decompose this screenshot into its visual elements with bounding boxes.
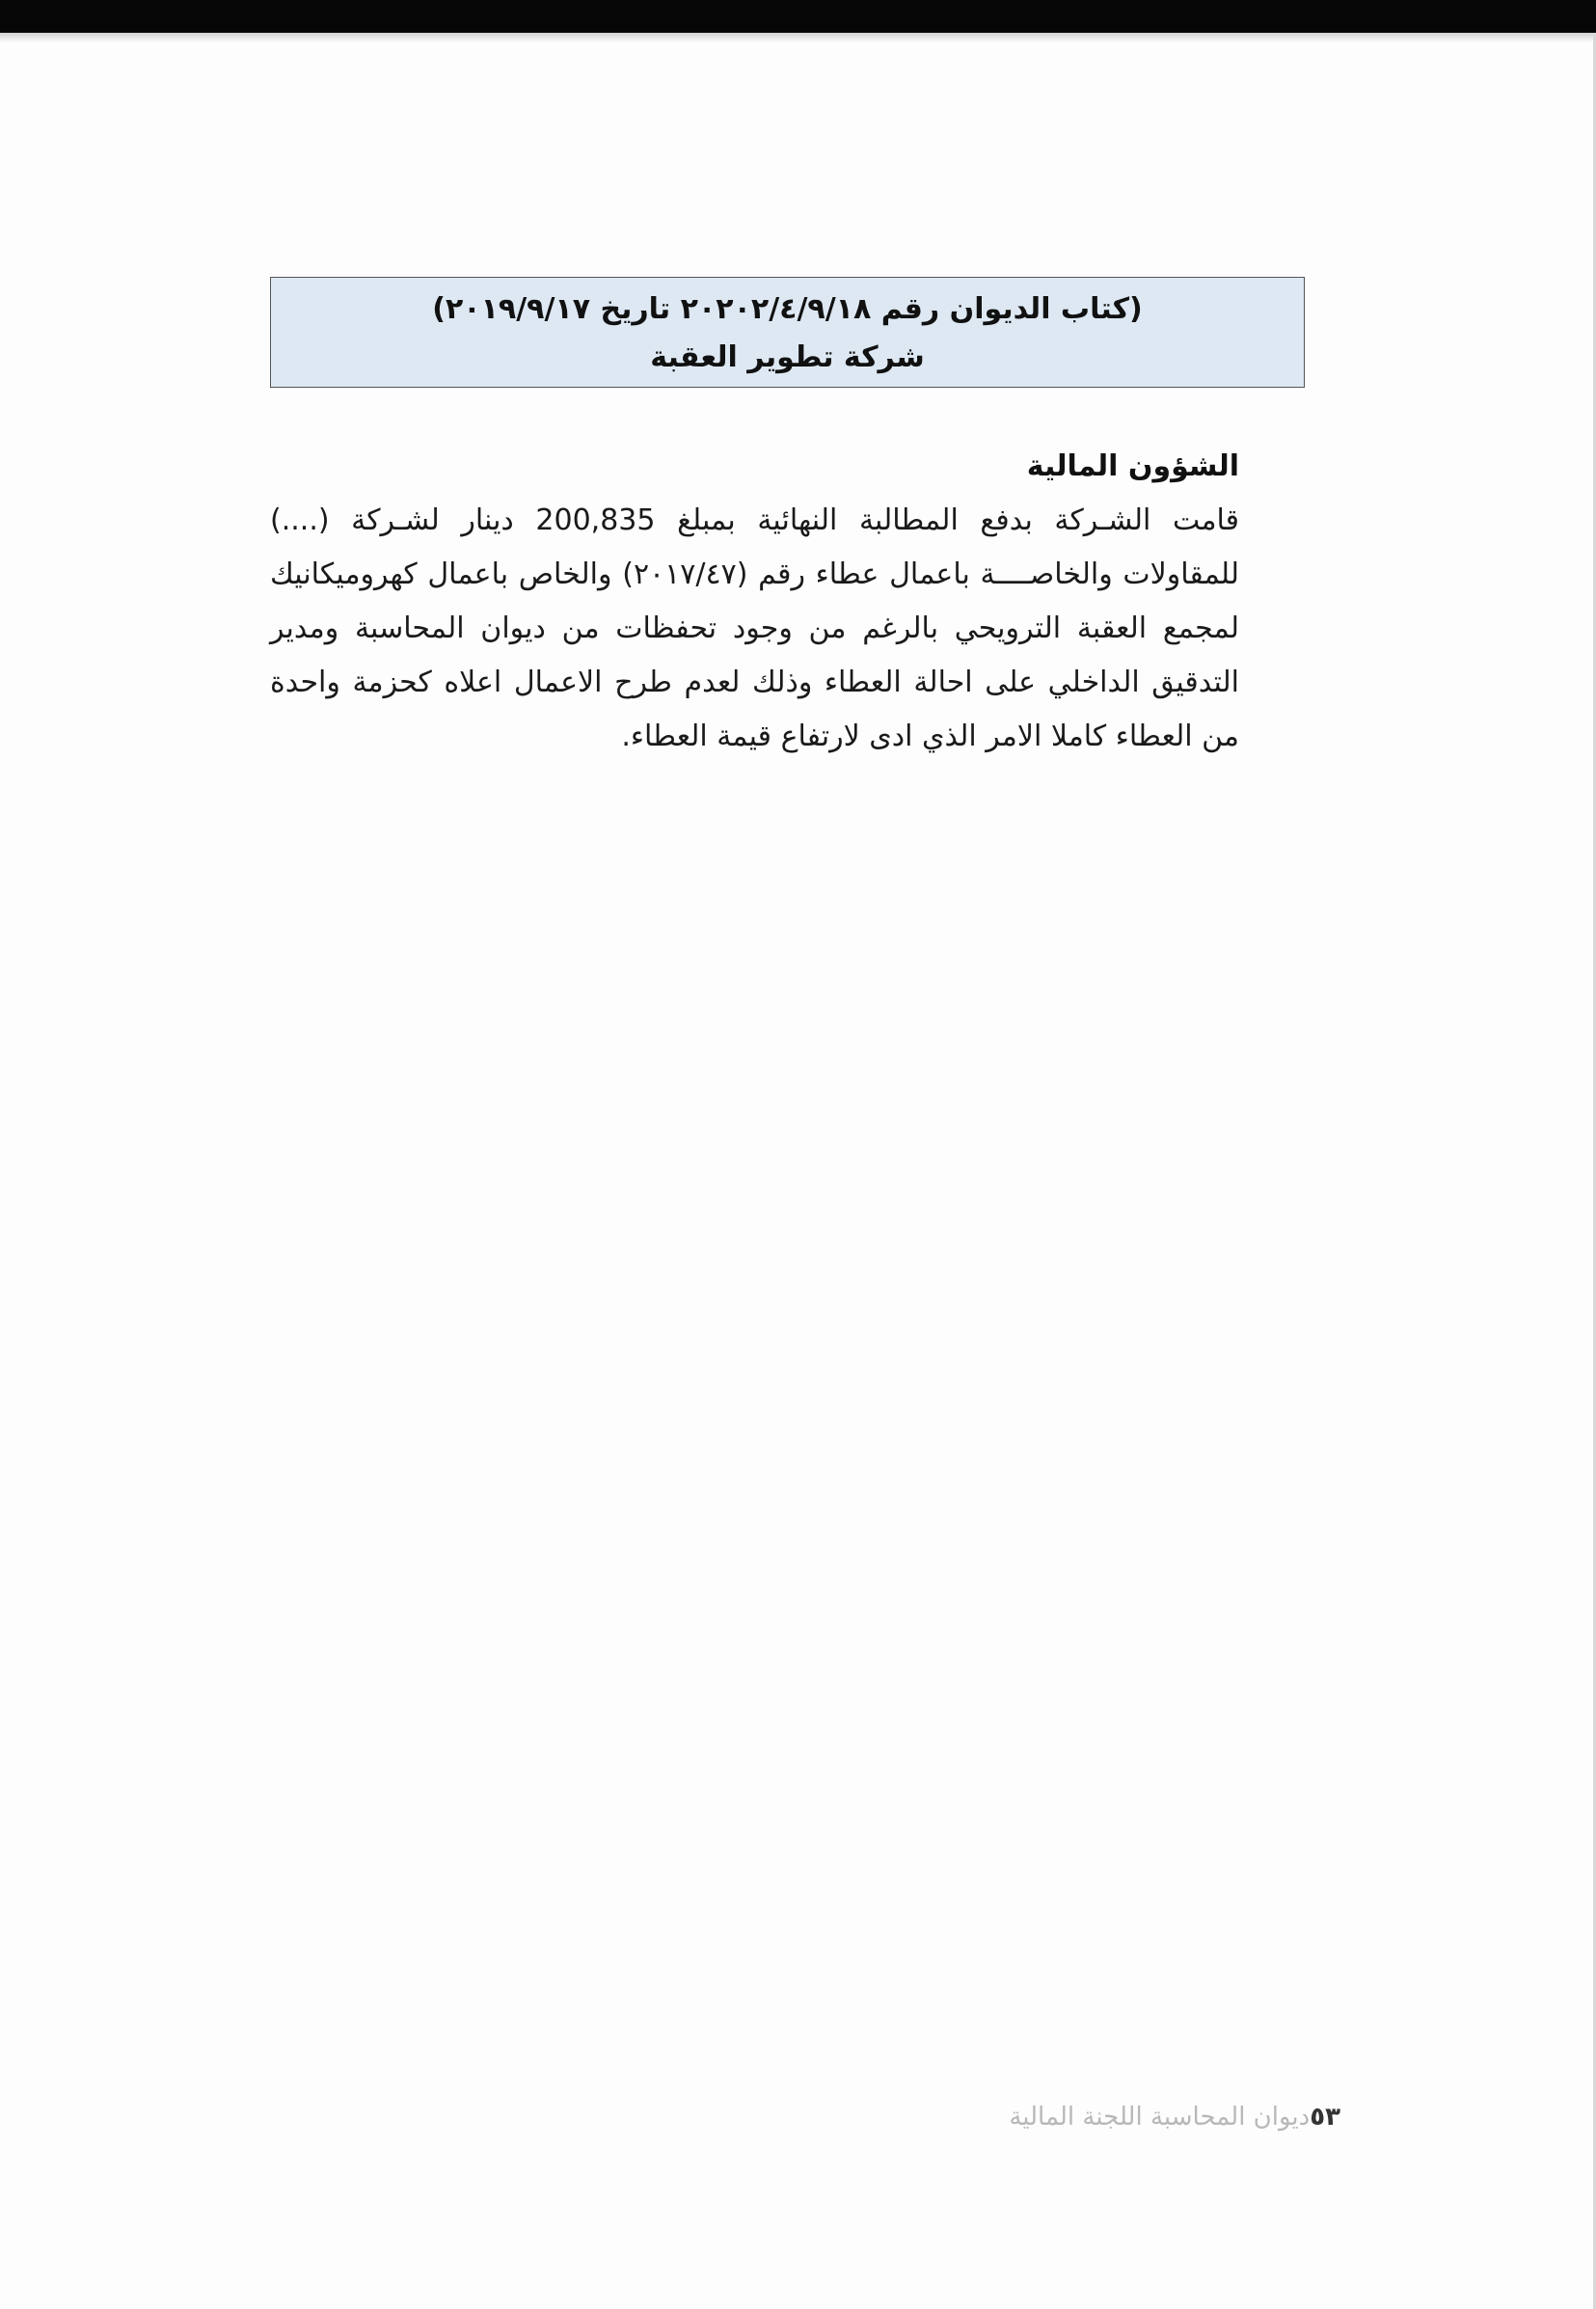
section-heading: الشؤون المالية — [1026, 449, 1239, 483]
page-footer — [829, 2098, 1340, 2136]
company-name-line: شركة تطوير العقبة — [650, 340, 925, 374]
letter-reference-line: (كتاب الديوان رقم ٢٠٢٠٢/٤/٩/١٨ تاريخ ٢٠١٩/٩/١٧) — [432, 292, 1143, 326]
page-number: ٥٣ — [1310, 2103, 1340, 2132]
findings-section — [270, 440, 1239, 764]
finding-paragraph: قامت الشـركة بدفع المطالبة النهائية بمبلغ 200,835 دينار لشـركة (....) للمقاولات والخاصــــة باعمال عطاء رقم (٢٠١٧/٤٧) والخاص باعمال كهروميكانيك لمجمع العقبة الترويحي بالرغم من وجود تحفظات من ديوان المحاسبة ومدير التدقيق الداخلي على احالة العطاء وذلك لعدم طرح الاعمال اعلاه كحزمة واحدة من العطاء كاملا الامر الذي ادى لارتفاع قيمة العطاء. — [270, 503, 1239, 753]
letter-reference-box — [270, 277, 1305, 388]
footer-label: ديوان المحاسبة اللجنة المالية — [1009, 2103, 1311, 2132]
